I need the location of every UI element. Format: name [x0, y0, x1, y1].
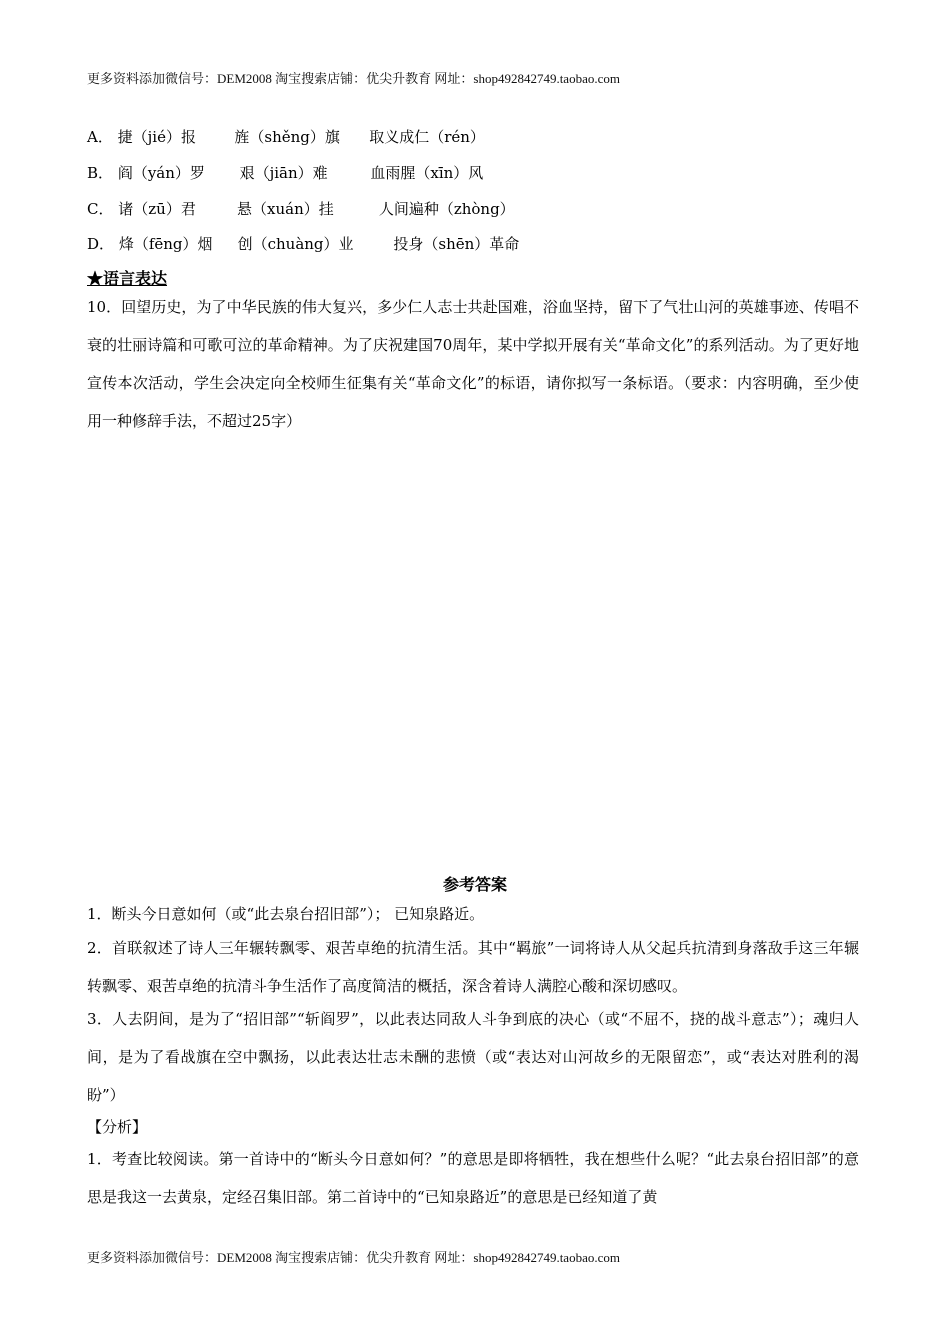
option-item: 血雨腥（xīn）风 [370, 164, 484, 182]
option-item: 投身（shēn）革命 [393, 235, 520, 253]
option-item: 捷（jié）报 [117, 128, 196, 146]
option-b [87, 162, 483, 183]
option-item: 创（chuàng）业 [237, 235, 354, 253]
answer-3: 3．人去阴间，是为了“招旧部”“斩阎罗”，以此表达同敌人斗争到底的决心（或“不屈不，挠的战斗意志”）；魂归人间，是为了看战旗在空中飘扬，以此表达壮志未酬的悲愤（或“表达对山河故乡的无限留恋”，或“表达对胜利的渴盼”） [87, 1010, 859, 1104]
answer-1: 1．断头今日意如何（或“此去泉台招旧部”）； 已知泉路近。 [87, 905, 485, 923]
option-d [87, 233, 519, 254]
analysis-1: 1．考查比较阅读。第一首诗中的“断头今日意如何？”的意思是即将牺牲，我在想些什么呢？“此去泉台招旧部”的意思是我这一去黄泉，定经召集旧部。第二首诗中的“已知泉路近”的意思是已经知道了黄 [87, 1150, 859, 1206]
option-item: 旌（shěng）旗 [234, 128, 340, 146]
option-label: C． [87, 200, 114, 218]
section-title: ★语言表达 [87, 269, 168, 288]
analysis-label: 【分析】 [87, 1118, 148, 1136]
option-item: 取义成仁（rén） [369, 128, 485, 146]
answers-title: 参考答案 [442, 875, 507, 894]
page-header: 更多资料添加微信号：DEM2008 淘宝搜索店铺：优尖升教育 网址：shop492842749.taobao.com [87, 71, 620, 86]
answer-2: 2．首联叙述了诗人三年辗转飘零、艰苦卓绝的抗清生活。其中“羁旅”一词将诗人从父起兵抗清到身落敌手这三年辗转飘零、艰苦卓绝的抗清斗争生活作了高度简洁的概括，深含着诗人满腔心酸和深切感叹。 [87, 939, 859, 995]
question-10: 10．回望历史，为了中华民族的伟大复兴，多少仁人志士共赴国难，浴血坚持，留下了气壮山河的英雄事迹、传唱不衰的壮丽诗篇和可歌可泣的革命精神。为了庆祝建国70周年，某中学拟开展有关“革命文化”的系列活动。为了更好地宣传本次活动，学生会决定向全校师生征集有关“革命文化”的标语，请你拟写一条标语。（要求：内容明确，至少使用一种修辞手法，不超过25字） [87, 298, 859, 430]
option-a [87, 126, 485, 147]
option-label: B． [87, 164, 114, 182]
option-label: D． [87, 235, 115, 253]
option-item: 悬（xuán）挂 [237, 200, 334, 218]
option-c [87, 198, 515, 219]
option-label: A． [87, 128, 113, 146]
option-item: 阎（yán）罗 [117, 164, 205, 182]
option-item: 艰（jiān）难 [239, 164, 328, 182]
option-item: 烽（fēng）烟 [118, 235, 213, 253]
page-footer: 更多资料添加微信号：DEM2008 淘宝搜索店铺：优尖升教育 网址：shop492842749.taobao.com [87, 1250, 620, 1265]
option-item: 诸（zū）君 [118, 200, 196, 218]
option-item: 人间遍种（zhòng） [378, 200, 515, 218]
